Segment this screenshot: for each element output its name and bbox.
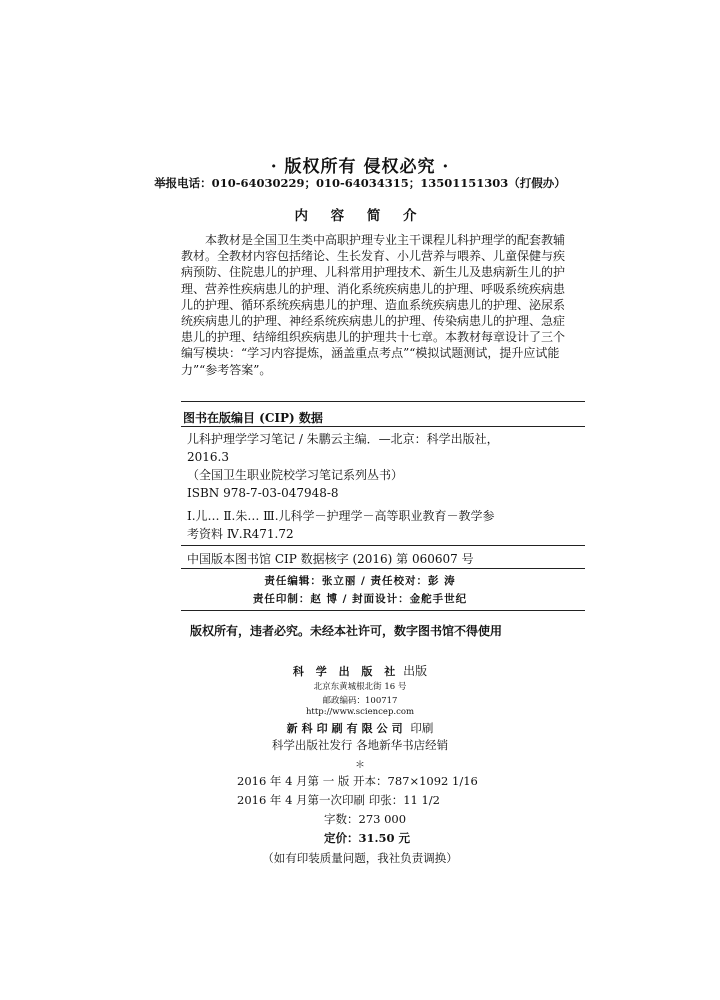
production-credits: 责任印制：赵 博 / 封面设计：金舵手世纪 bbox=[252, 593, 468, 605]
cip-classification-line: 考资料 Ⅳ.R471.72 bbox=[187, 527, 294, 541]
publisher-suffix: 出版 bbox=[403, 664, 428, 678]
separator-mark: ＊ bbox=[355, 760, 365, 771]
publisher-address: 北京东黄城根北街 16 号 bbox=[313, 682, 407, 692]
intro-line: 患儿的护理、结缔组织疾病患儿的护理共十七章。本教材每章设计了三个 bbox=[181, 330, 566, 345]
cip-heading-rule bbox=[181, 426, 585, 427]
printer-logo: 新科印刷有限公司 bbox=[286, 722, 407, 735]
intro-line: 统疾病患儿的护理、神经系统疾病患儿的护理、传染病患儿的护理、急症 bbox=[181, 314, 566, 329]
cip-line: 儿科护理学学习笔记 / 朱鹏云主编．—北京：科学出版社， bbox=[187, 432, 499, 446]
cip-record-number: 中国版本图书馆 CIP 数据核字 (2016) 第 060607 号 bbox=[187, 552, 474, 566]
intro-heading: 内 容 简 介 bbox=[294, 208, 426, 224]
rights-notice: 版权所有，违者必究。未经本社许可，数字图书馆不得使用 bbox=[190, 624, 503, 638]
cip-classification bbox=[187, 507, 495, 543]
intro-line: 本教材是全国卫生类中高职护理专业主干课程儿科护理学的配套教辅 bbox=[205, 233, 566, 247]
editor-credits: 责任编辑：张立丽 / 责任校对：彭 涛 bbox=[264, 575, 456, 587]
cip-top-rule bbox=[181, 401, 585, 402]
report-hotline: 举报电话：010-64030229；010-64034315；13501151303（打假办） bbox=[154, 176, 566, 190]
cip-classification-line: Ⅰ.儿… Ⅱ.朱… Ⅲ.儿科学－护理学－高等职业教育－教学参 bbox=[187, 509, 495, 523]
intro-line: 教材。全教材内容包括绪论、生长发育、小儿营养与喂养、儿童保健与疾 bbox=[181, 249, 566, 264]
printing-sheets: 2016 年 4 月第一次印刷 印张：11 1/2 bbox=[237, 793, 441, 807]
credits-rule bbox=[181, 610, 585, 611]
cip-middle-rule bbox=[181, 545, 585, 546]
cip-line: ISBN 978-7-03-047948-8 bbox=[187, 486, 339, 500]
postcode: 邮政编码：100717 bbox=[322, 696, 398, 706]
copyright-title: · 版权所有 侵权必究 · bbox=[270, 157, 450, 177]
cip-line: 2016.3 bbox=[187, 450, 229, 464]
printer-line bbox=[0, 720, 720, 736]
printer-suffix: 印刷 bbox=[410, 721, 434, 735]
website: http://www.sciencep.com bbox=[305, 707, 415, 717]
edition-format: 2016 年 4 月第 一 版 开本：787×1092 1/16 bbox=[237, 774, 478, 788]
intro-line: 病预防、住院患儿的护理、儿科常用护理技术、新生儿及患病新生儿的护 bbox=[181, 265, 566, 280]
intro-line: 力”“参考答案”。 bbox=[181, 362, 272, 377]
quality-note: （如有印装质量问题，我社负责调换） bbox=[262, 851, 458, 865]
word-count: 字数：273 000 bbox=[324, 812, 407, 826]
distribution: 科学出版社发行 各地新华书店经销 bbox=[271, 738, 449, 752]
intro-line: 理、营养性疾病患儿的护理、消化系统疾病患儿的护理、呼吸系统疾病患 bbox=[181, 281, 566, 296]
intro-line: 儿的护理、循环系统疾病患儿的护理、造血系统疾病患儿的护理、泌尿系 bbox=[181, 297, 566, 312]
cip-bottom-rule bbox=[181, 568, 585, 569]
cip-heading: 图书在版编目 (CIP) 数据 bbox=[183, 411, 323, 425]
cip-line: （全国卫生职业院校学习笔记系列丛书） bbox=[187, 468, 404, 482]
publisher-logo: 科 学 出 版 社 bbox=[292, 665, 400, 678]
intro-text bbox=[181, 232, 583, 378]
publisher-line bbox=[0, 662, 720, 679]
cip-record bbox=[187, 430, 499, 502]
price: 定价：31.50 元 bbox=[324, 831, 411, 845]
intro-line: 编写模块：“学习内容提炼，涵盖重点考点”“模拟试题测试，提升应试能 bbox=[181, 346, 560, 361]
